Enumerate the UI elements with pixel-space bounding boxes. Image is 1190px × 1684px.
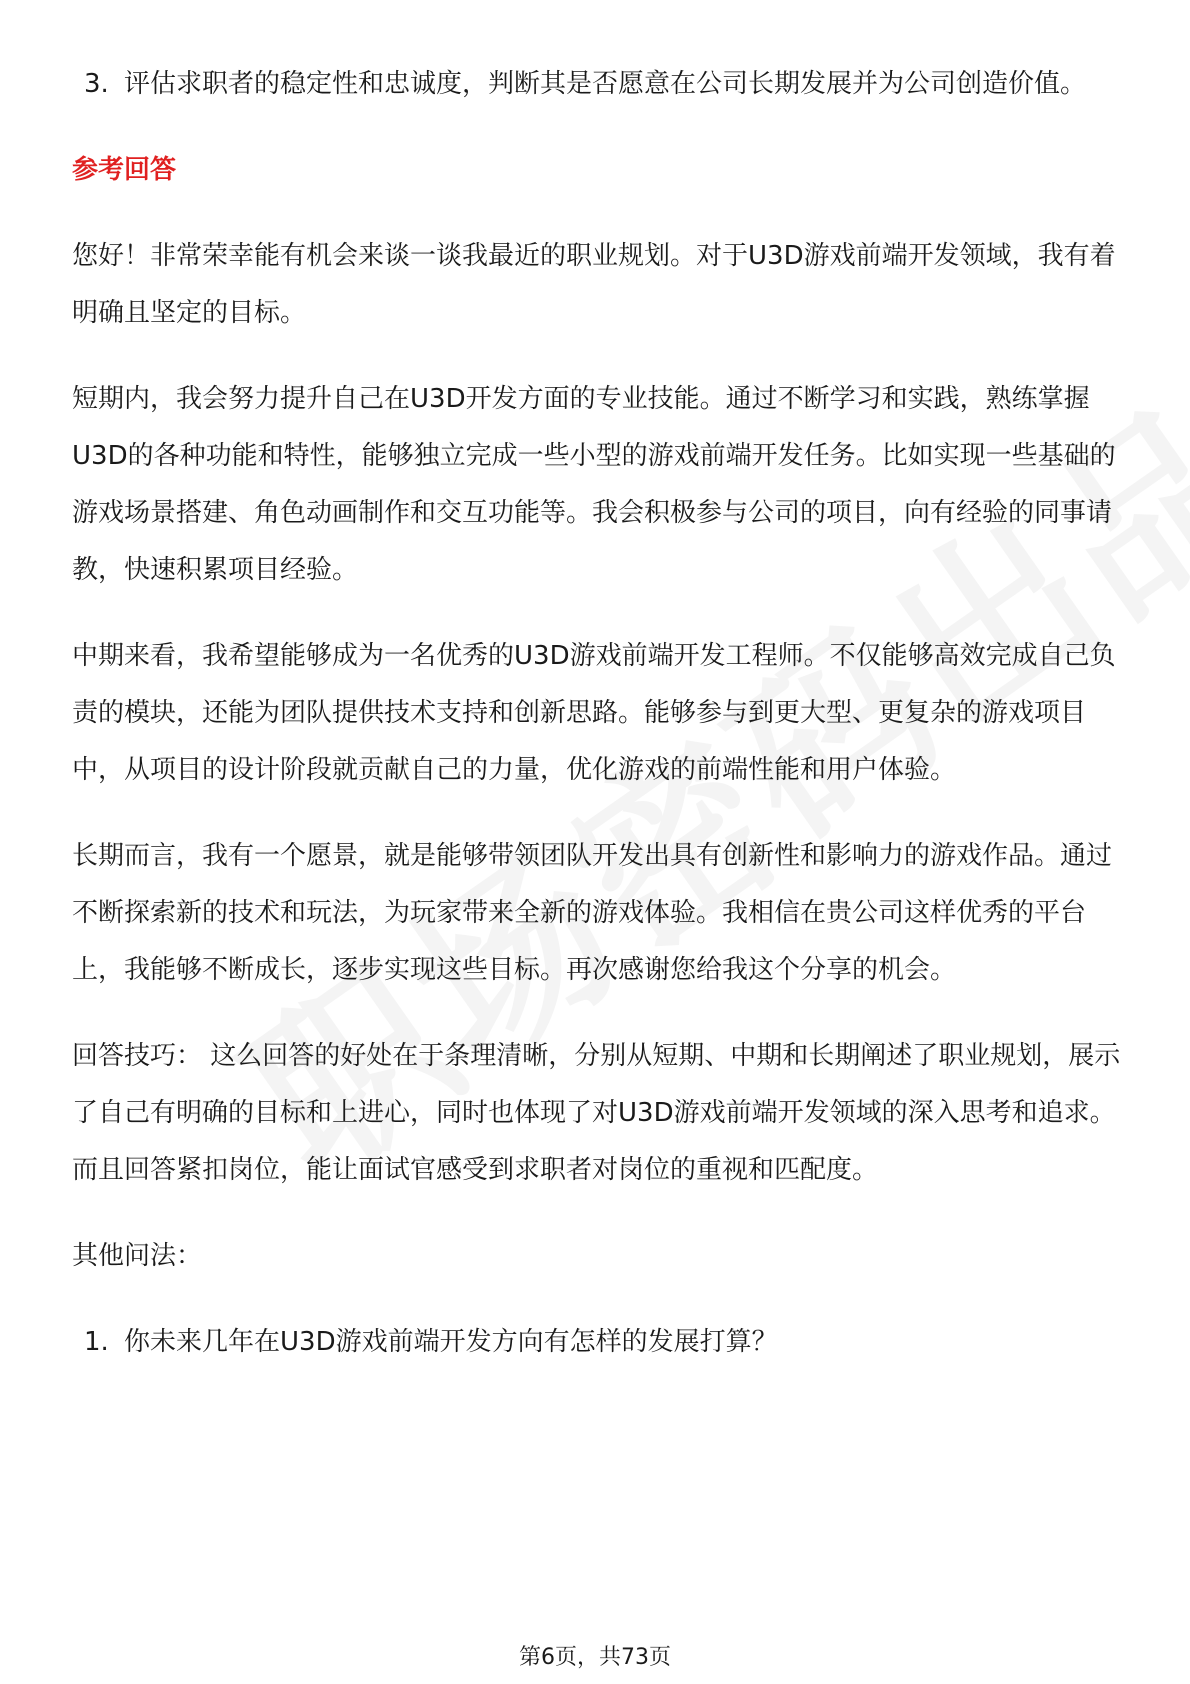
list-item-bottom — [72, 1314, 1132, 1371]
list-number: 1. — [84, 1327, 109, 1357]
paragraph-long-term: 长期而言，我有一个愿景，就是能够带领团队开发出具有创新性和影响力的游戏作品。通过不断探索新的技术和玩法，为玩家带来全新的游戏体验。我相信在贵公司这样优秀的平台上，我能够不断成长，逐步实现这些目标。再次感谢您给我这个分享的机会。 — [72, 841, 1113, 985]
page-content — [72, 56, 1132, 1371]
paragraph-short-term: 短期内，我会努力提升自己在U3D开发方面的专业技能。通过不断学习和实践，熟练掌握U3D的各种功能和特性，能够独立完成一些小型的游戏前端开发任务。比如实现一些基础的游戏场景搭建、角色动画制作和交互功能等。我会积极参与公司的项目，向有经验的同事请教，快速积累项目经验。 — [72, 384, 1116, 585]
list-number: 3. — [84, 69, 109, 99]
page-footer: 第6页，共73页 — [519, 1645, 671, 1670]
section-heading: 参考回答 — [72, 155, 177, 185]
list-text: 评估求职者的稳定性和忠诚度，判断其是否愿意在公司长期发展并为公司创造价值。 — [124, 69, 1087, 99]
list-item-top — [72, 56, 1132, 113]
paragraph-intro: 您好！非常荣幸能有机会来谈一谈我最近的职业规划。对于U3D游戏前端开发领域，我有着明确且坚定的目标。 — [72, 241, 1116, 328]
paragraph-tips: 回答技巧： 这么回答的好处在于条理清晰，分别从短期、中期和长期阐述了职业规划，展示了自己有明确的目标和上进心，同时也体现了对U3D游戏前端开发领域的深入思考和追求。而且回答紧扣岗位，能让面试官感受到求职者对岗位的重视和匹配度。 — [72, 1041, 1121, 1185]
list-text: 你未来几年在U3D游戏前端开发方向有怎样的发展打算？ — [124, 1327, 778, 1357]
paragraph-other-questions: 其他问法： — [72, 1241, 203, 1271]
paragraph-mid-term: 中期来看，我希望能够成为一名优秀的U3D游戏前端开发工程师。不仅能够高效完成自己负责的模块，还能为团队提供技术支持和创新思路。能够参与到更大型、更复杂的游戏项目中，从项目的设计阶段就贡献自己的力量，优化游戏的前端性能和用户体验。 — [72, 641, 1116, 785]
